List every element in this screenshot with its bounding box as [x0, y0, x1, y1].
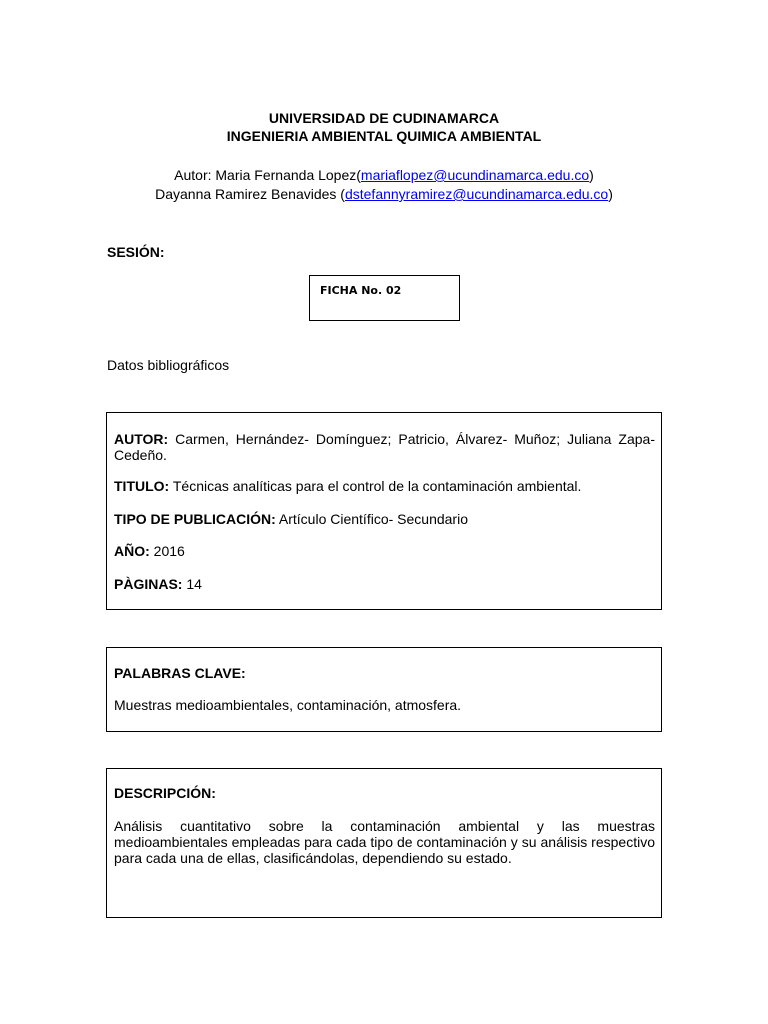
- keywords-value: Muestras medioambientales, contaminación, atmosfera.: [114, 697, 462, 713]
- author-line-2: [0, 186, 768, 202]
- ficha-label: FICHA No. 02: [320, 284, 402, 297]
- paginas-value: 14: [182, 576, 202, 592]
- anio-value: 2016: [149, 543, 185, 559]
- author-1-close: ): [589, 167, 594, 183]
- author-1-name: Autor: Maria Fernanda Lopez(: [174, 167, 361, 183]
- keywords-label: PALABRAS CLAVE:: [114, 665, 246, 681]
- author-line-1: [0, 167, 768, 183]
- program-title: INGENIERIA AMBIENTAL QUIMICA AMBIENTAL: [226, 128, 542, 144]
- session-label: SESIÓN:: [107, 244, 165, 260]
- description-box: [106, 768, 662, 918]
- tipo-label: TIPO DE PUBLICACIÓN:: [114, 511, 276, 527]
- anio-row: [114, 543, 655, 559]
- autor-label: AUTOR:: [114, 431, 169, 447]
- description-label: DESCRIPCIÓN:: [114, 785, 216, 801]
- author-2-email-link[interactable]: dstefannyramirez@ucundinamarca.edu.co: [344, 186, 609, 202]
- author-2-close: ): [608, 186, 613, 202]
- tipo-row: [114, 511, 655, 527]
- autor-value: Carmen, Hernández- Domínguez; Patricio, Álvarez- Muñoz; Juliana Zapa-Cedeño.: [114, 431, 655, 463]
- ficha-box: [309, 275, 460, 321]
- tipo-value: Artículo Científico- Secundario: [275, 511, 468, 527]
- author-1-email-link[interactable]: mariaflopez@ucundinamarca.edu.co: [360, 167, 590, 183]
- paginas-row: [114, 576, 655, 592]
- titulo-row: [114, 478, 655, 494]
- university-title: UNIVERSIDAD DE CUDINAMARCA: [268, 110, 500, 126]
- paginas-label: PÀGINAS:: [114, 576, 183, 592]
- datos-title: Datos bibliográficos: [107, 357, 230, 373]
- autor-row: [114, 431, 655, 463]
- anio-label: AÑO:: [114, 543, 150, 559]
- author-2-name: Dayanna Ramirez Benavides (: [155, 186, 345, 202]
- description-value: Análisis cuantitativo sobre la contaminación ambiental y las muestras medioambientales empleadas para cada tipo de contaminación y su análisis respectivo para cada una de ellas, clasificándolas, dependiendo su estado.: [114, 818, 655, 866]
- bibliographic-box: [106, 412, 662, 610]
- keywords-box: [106, 647, 662, 732]
- titulo-label: TITULO:: [114, 478, 170, 494]
- titulo-value: Técnicas analíticas para el control de la contaminación ambiental.: [169, 478, 582, 494]
